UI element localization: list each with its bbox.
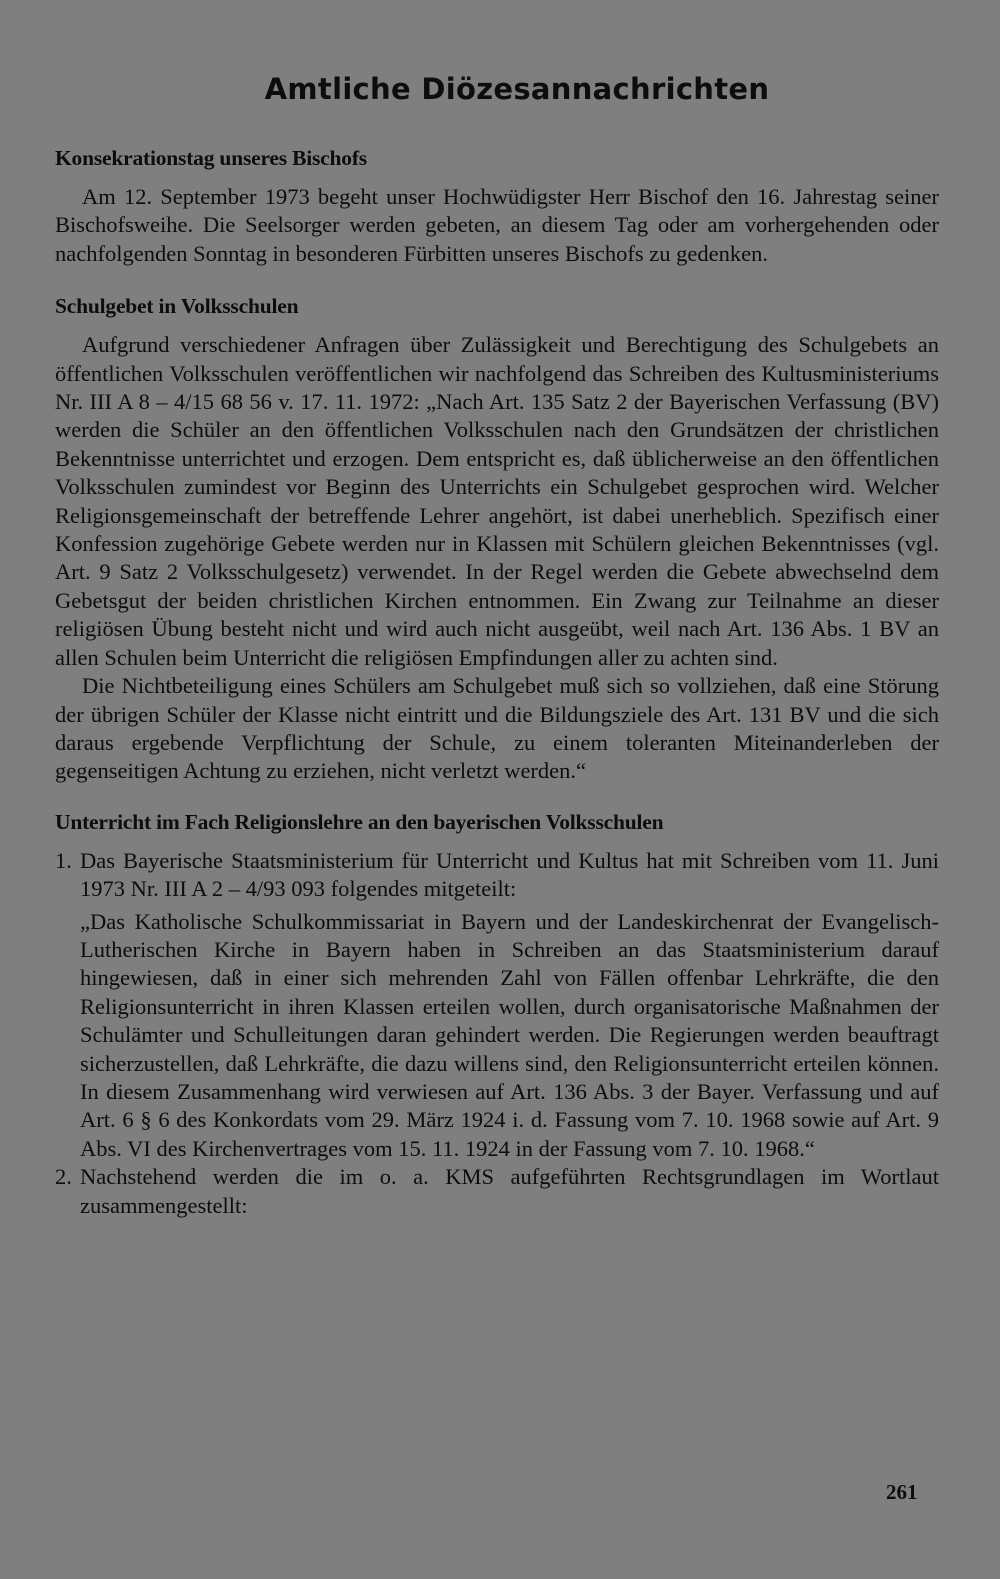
section-heading: Unterricht im Fach Religionslehre an den bayerischen Volksschulen — [55, 809, 664, 834]
document-page — [55, 72, 939, 1246]
page-number: 261 — [886, 1480, 918, 1504]
section-schulgebet — [55, 294, 939, 786]
list-item-body — [80, 1163, 939, 1220]
list-item-number: 2. — [55, 1164, 72, 1190]
paragraph: Aufgrund verschiedener Anfragen über Zulässigkeit und Berechtigung des Schulgebets an öffentlichen Volksschulen veröffentlichen wir nachfolgend das Schreiben des Kultusministeriums Nr. III A 8 – 4/15 68 56 v. 17. 11. 1972: „Nach Art. 135 Satz 2 der Bayerischen Verfassung (BV) werden die Schüler an den öffentlichen Volksschulen nach den Grundsätzen der christlichen Bekenntnisse unterrichtet und erzogen. Dem entspricht es, daß üblicherweise an den öffentlichen Volksschulen zumindest vor Beginn des Unterrichts ein Schulgebet gesprochen wird. Welcher Religionsgemeinschaft der betreffende Lehrer angehört, ist dabei unerheblich. Spezifisch einer Konfession zugehörige Gebete werden nur in Klassen mit Schülern gleichen Bekenntnisses (vgl. Art. 9 Satz 2 Volksschulgesetz) verwendet. In der Regel werden die Gebete abwechselnd dem Gebetsgut der beiden christlichen Kirchen entnommen. Ein Zwang zur Teilnahme an dieser religiösen Übung besteht nicht und wird auch nicht ausgeübt, weil nach Art. 136 Abs. 1 BV an allen Schulen beim Unterricht die religiösen Empfindungen aller zu achten sind. — [55, 332, 939, 670]
quoted-letter: „Das Katholische Schulkommissariat in Bayern und der Landeskirchenrat der Evangelisch-Lutherischen Kirche in Bayern haben in Schreiben an das Staatsministerium darauf hingewiesen, daß in einer sich mehrenden Zahl von Fällen offenbar Lehrkräfte, die den Religionsunterricht in ihren Klassen erteilen wollen, durch organisatorische Maßnahmen der Schulämter und Schulleitungen daran gehindert werden. Die Regierungen werden beauftragt sicherzustellen, daß Lehrkräfte, die dazu willens sind, den Religionsunterricht erteilen können. In diesem Zusammenhang wird verwiesen auf Art. 136 Abs. 3 der Bayer. Verfassung und auf Art. 6 § 6 des Konkordats vom 29. März 1924 i. d. Fassung vom 7. 10. 1968 sowie auf Art. 9 Abs. VI des Kirchenvertrages vom 15. 11. 1924 in der Fassung vom 7. 10. 1968.“ — [80, 908, 939, 1161]
list-item-text: Nachstehend werden die im o. a. KMS aufgeführten Rechtsgrundlagen im Wortlaut zusammengestellt: — [80, 1164, 939, 1218]
list-item — [55, 847, 939, 1163]
list-item-text: Das Bayerische Staatsministerium für Unterricht und Kultus hat mit Schreiben vom 11. Juni 1973 Nr. III A 2 – 4/93 093 folgendes mitgeteilt: — [80, 847, 939, 902]
page-title: Amtliche Diözesannachrichten — [264, 72, 770, 106]
section-religionslehre — [55, 810, 939, 1220]
section-konsekrationstag — [55, 146, 939, 268]
section-heading: Schulgebet in Volksschulen — [55, 294, 299, 319]
paragraph: Am 12. September 1973 begeht unser Hochwüdigster Herr Bischof den 16. Jahrestag seiner Bischofsweihe. Die Seelsorger werden gebeten, an diesem Tag oder am vorhergehenden oder nachfolgenden Sonntag in besonderen Fürbitten unseres Bischofs zu gedenken. — [55, 184, 939, 266]
list-item — [55, 1163, 939, 1220]
list-item-body — [80, 847, 939, 1163]
paragraph: Die Nichtbeteiligung eines Schülers am Schulgebet muß sich so vollziehen, daß eine Störung der übrigen Schüler der Klasse nicht eintritt und die Bildungsziele des Art. 131 BV und die sich daraus ergebende Verpflichtung der Schule, zu einem toleranten Miteinanderleben der gegenseitigen Achtung zu erziehen, nicht verletzt werden.“ — [55, 673, 939, 784]
section-heading: Konsekrationstag unseres Bischofs — [55, 146, 367, 170]
list-item-number: 1. — [55, 847, 72, 873]
